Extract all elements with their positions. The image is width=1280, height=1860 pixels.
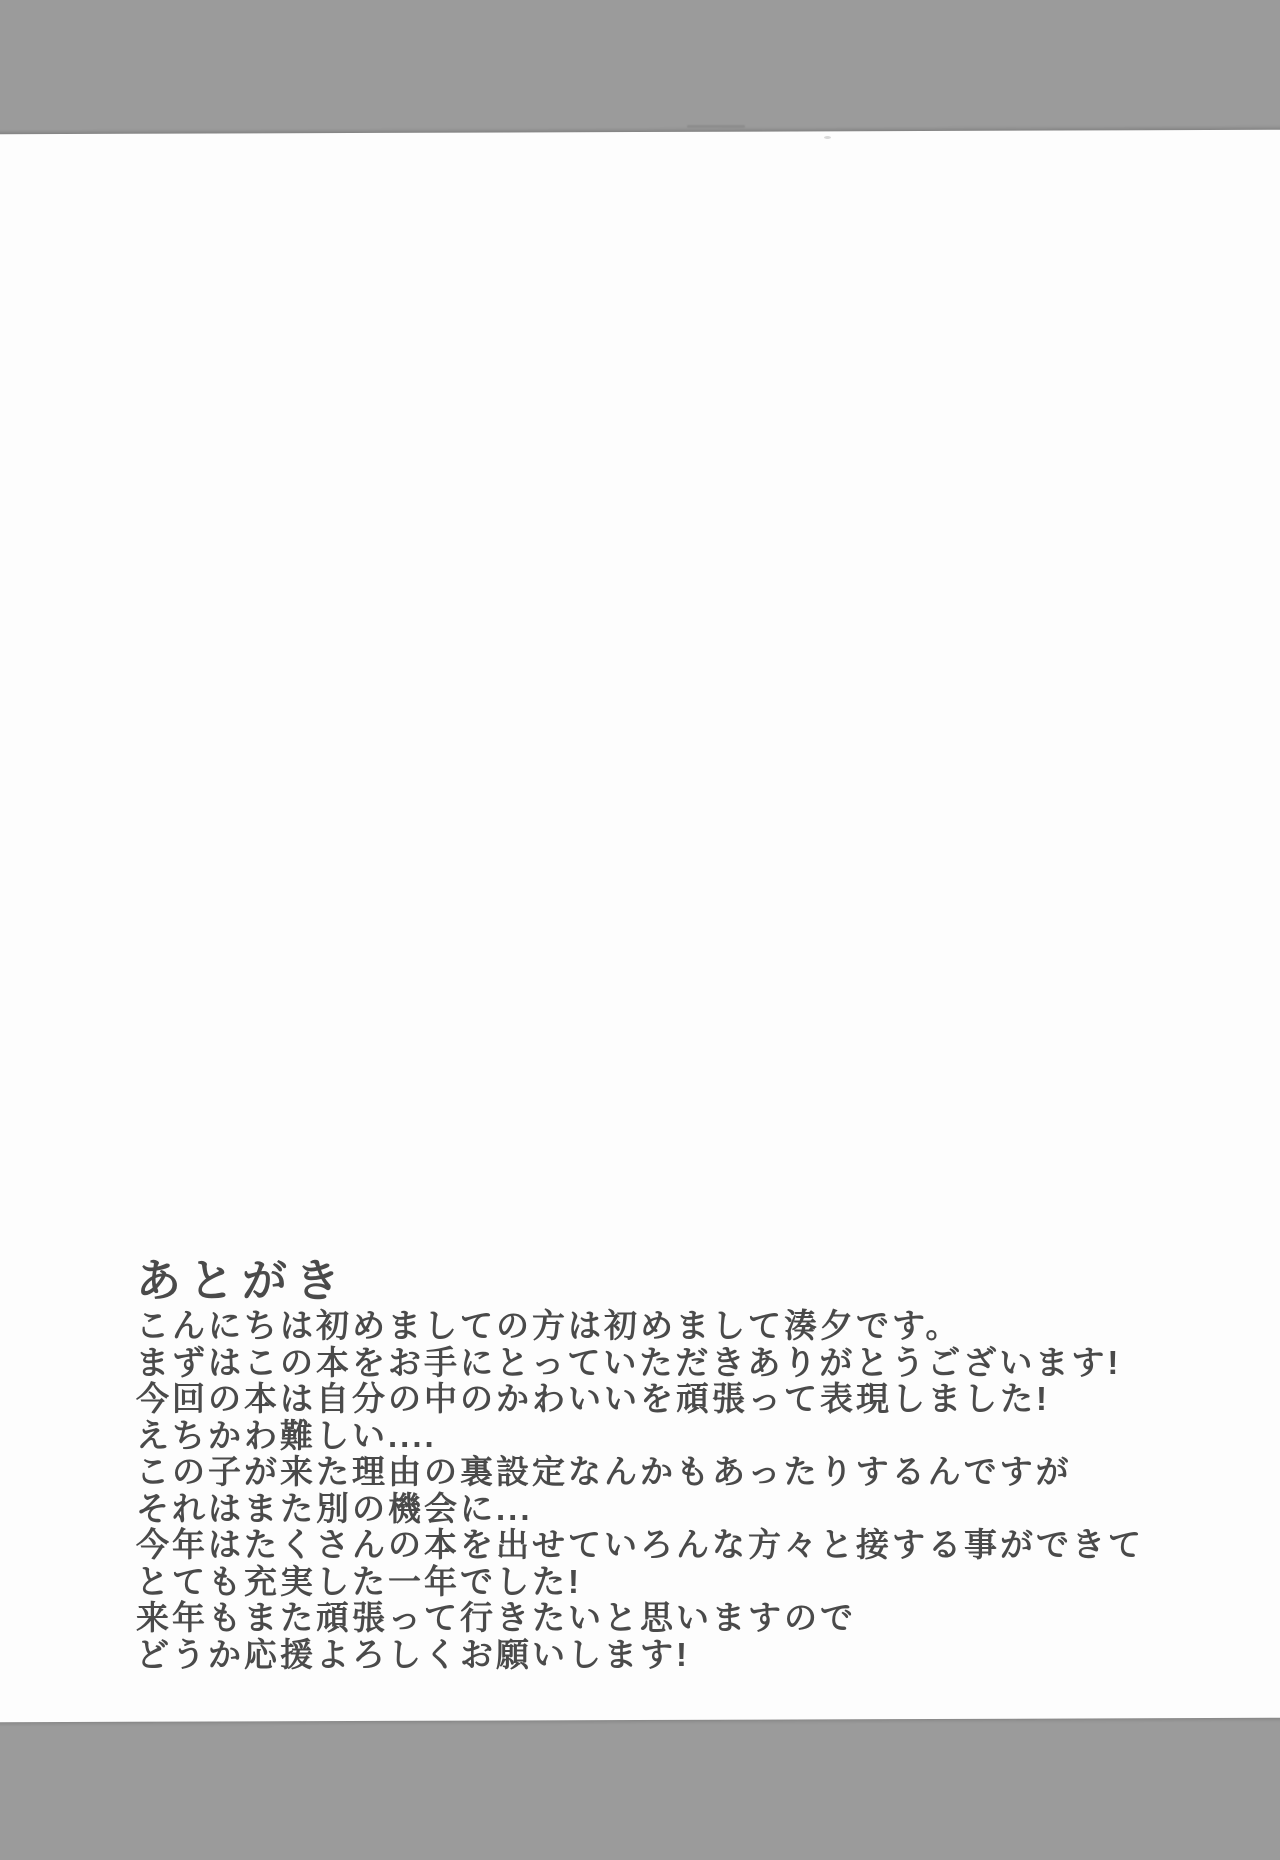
afterword-line: この子が来た理由の裏設定なんかもあったりするんですが bbox=[136, 1453, 1072, 1490]
afterword-line: 今回の本は自分の中のかわいいを頑張って表現しました! bbox=[136, 1380, 1050, 1417]
afterword-line: まずはこの本をお手にとっていただきありがとうございます! bbox=[136, 1343, 1122, 1381]
afterword-line: それはまた別の機会に... bbox=[136, 1489, 533, 1527]
scan-artifact-speck bbox=[824, 136, 831, 139]
afterword-body bbox=[136, 1308, 1144, 1673]
afterword-text-block bbox=[136, 1255, 1144, 1673]
afterword-line: 来年もまた頑張って行きたいと思いますので bbox=[136, 1599, 856, 1636]
afterword-line: 今年はたくさんの本を出せていろんな方々と接する事ができて bbox=[136, 1526, 1144, 1563]
afterword-line: こんにちは初めましての方は初めまして湊夕です。 bbox=[136, 1307, 962, 1344]
afterword-title: あとがき bbox=[136, 1255, 349, 1306]
scan-artifact-smudge bbox=[687, 125, 745, 128]
afterword-line: どうか応援よろしくお願いします! bbox=[136, 1635, 690, 1673]
afterword-line: えちかわ難しい.... bbox=[136, 1416, 437, 1454]
afterword-line: とても充実した一年でした! bbox=[136, 1562, 582, 1600]
